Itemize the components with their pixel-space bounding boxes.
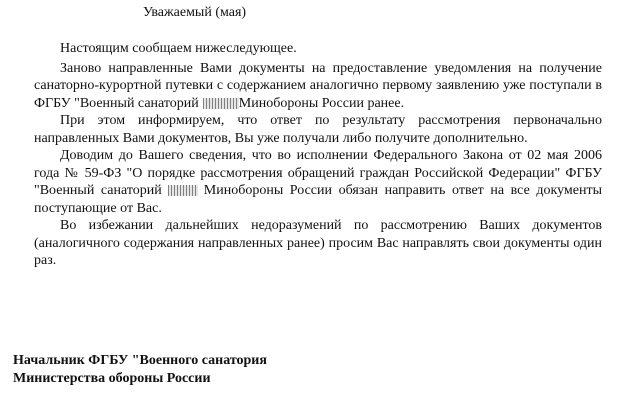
signature-block [13,352,267,388]
signature-line-title: Начальник ФГБУ "Военного санатория [13,353,267,368]
paragraph-law-reference-text-a: Доводим до Вашего сведения, что во исполнении Федерального Закона от 02 мая 2006 года № 59-ФЗ "О порядке рассмотрения обращений граждан Российской Федерации" ФГБУ "Военный санаторий [34,148,602,198]
paragraph-answer-info: При этом информируем, что ответ по результату рассмотрения первоначально направленных Вами документов, Вы уже получали либо получите дополнительно. [34,113,602,146]
paragraph-repeat-documents-text-b: Минобороны России ранее. [238,95,405,111]
paragraph-request: Во избежании дальнейших недоразумений по рассмотрению Ваших документов (аналогичного содержания направленных ранее) просим Вас направлять свои документы один раз. [34,218,602,268]
letter-greeting: Уважаемый (мая) [143,5,247,20]
redacted-name-mark [168,185,198,196]
paragraph-intro: Настоящим сообщаем нижеследующее. [60,41,297,56]
letter-body [34,40,602,270]
paragraph-repeat-documents [34,60,602,113]
redacted-name-mark [203,98,239,109]
paragraph-repeat-documents-text-a: Заново направленные Вами документы на предоставление уведомления на получение санаторно-курортной путевки с содержанием аналогично первому заявлению уже поступали в ФГБУ "Военный санаторий [34,60,602,111]
paragraph-law-reference-text-b: Минобороны России обязан направить ответ на все документы поступающие от Вас. [34,183,602,216]
signature-line-ministry: Министерства обороны России [13,371,211,386]
paragraph-law-reference [34,147,602,217]
